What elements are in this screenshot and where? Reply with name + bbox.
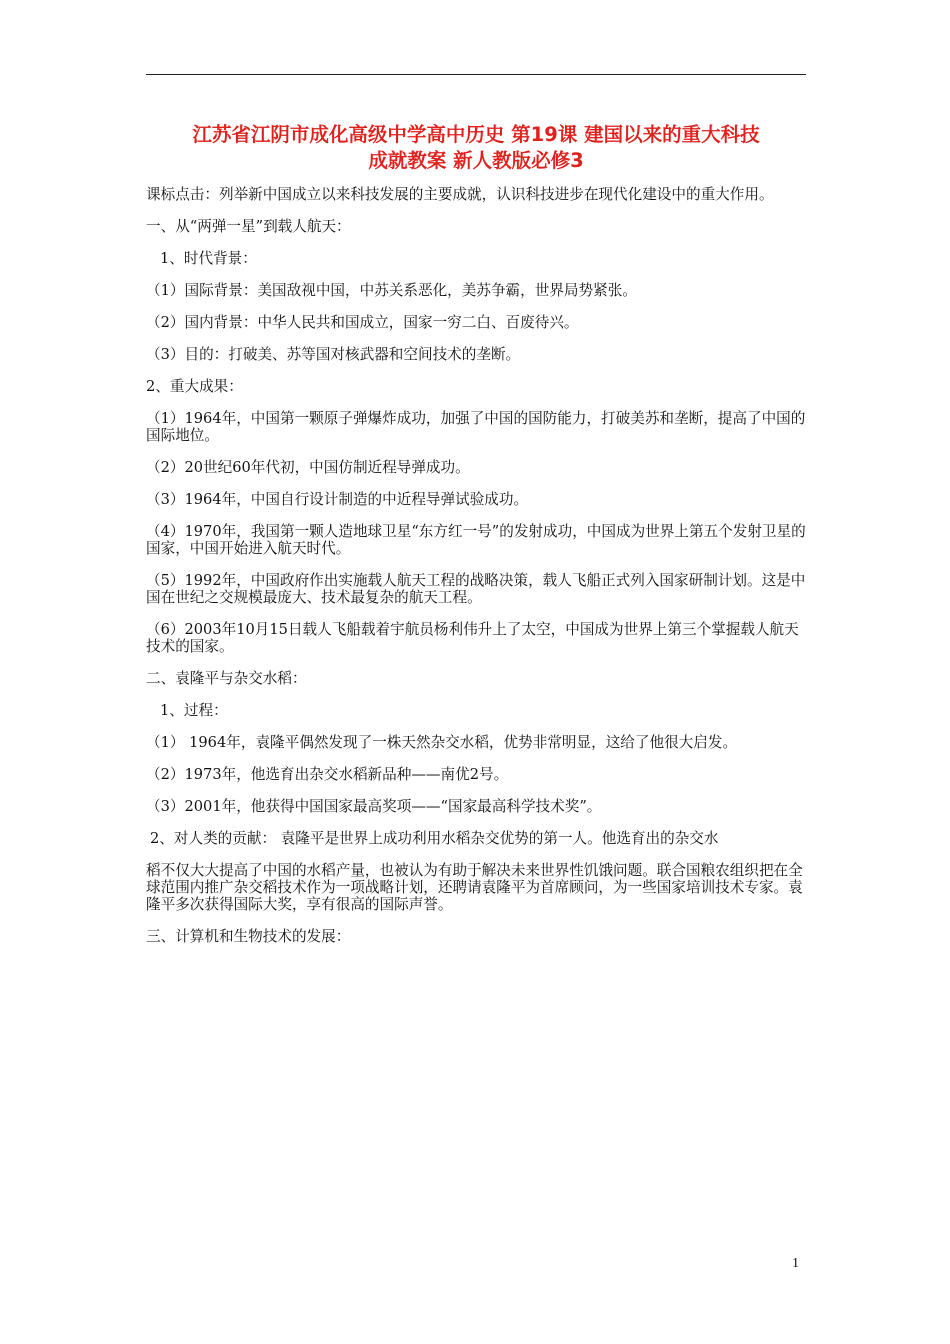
subheading-achievements: 2、重大成果： [146,378,243,395]
subheading-process: 1、过程： [160,702,228,719]
header-rule [146,74,806,75]
section-heading-1: 一、从“两弹一星”到载人航天： [146,218,351,235]
list-item: （6）2003年10月15日载人飞船载着宇航员杨利伟升上了太空，中国成为世界上第三个掌握载人航天技术的国家。 [146,621,799,655]
title-line-1: 江苏省江阴市成化高级中学高中历史 第19课 建国以来的重大科技 [192,123,760,146]
list-item: （1）1964年，中国第一颗原子弹爆炸成功，加强了中国的国防能力，打破美苏和垄断，提高了中国的国际地位。 [146,410,806,444]
list-item: （5）1992年，中国政府作出实施载人航天工程的战略决策，载人飞船正式列入国家研制计划。这是中国在世纪之交规模最庞大、技术最复杂的航天工程。 [146,572,806,606]
document-body [146,186,808,960]
list-item: （4）1970年，我国第一颗人造地球卫星“东方红一号”的发射成功，中国成为世界上第五个发射卫星的国家，中国开始进入航天时代。 [146,523,806,557]
intro-paragraph: 课标点击：列举新中国成立以来科技发展的主要成就，认识科技进步在现代化建设中的重大作用。 [146,186,774,203]
section-heading-3: 三、计算机和生物技术的发展： [146,928,351,945]
list-item: （3）目的：打破美、苏等国对核武器和空间技术的垄断。 [146,346,521,363]
list-item: （2）1973年，他选育出杂交水稻新品种——南优2号。 [146,766,509,783]
list-item: （1） 1964年，袁隆平偶然发现了一株天然杂交水稻，优势非常明显，这给了他很大启发。 [146,734,738,751]
list-item: （2）20世纪60年代初，中国仿制近程导弹成功。 [146,459,470,476]
subheading-contribution: 2、对人类的贡献： 袁隆平是世界上成功利用水稻杂交优势的第一人。他选育出的杂交水 [150,830,719,847]
subheading-background: 1、时代背景： [160,250,257,267]
section-heading-2: 二、袁隆平与杂交水稻： [146,670,307,687]
document-title [146,122,806,174]
title-line-2: 成就教案 新人教版必修3 [368,149,584,172]
list-item: （2）国内背景：中华人民共和国成立，国家一穷二白、百废待兴。 [146,314,579,331]
list-item: （3）1964年，中国自行设计制造的中近程导弹试验成功。 [146,491,529,508]
list-item: （3）2001年，他获得中国国家最高奖项——“国家最高科学技术奖”。 [146,798,602,815]
contribution-paragraph: 稻不仅大大提高了中国的水稻产量，也被认为有助于解决未来世界性饥饿问题。联合国粮农组织把在全球范围内推广杂交稻技术作为一项战略计划，还聘请袁隆平为首席顾问，为一些国家培训技术专家。袁隆平多次获得国际大奖，享有很高的国际声誉。 [146,862,803,913]
page-number: 1 [792,1256,799,1271]
list-item: （1）国际背景：美国敌视中国，中苏关系恶化，美苏争霸，世界局势紧张。 [146,282,637,299]
